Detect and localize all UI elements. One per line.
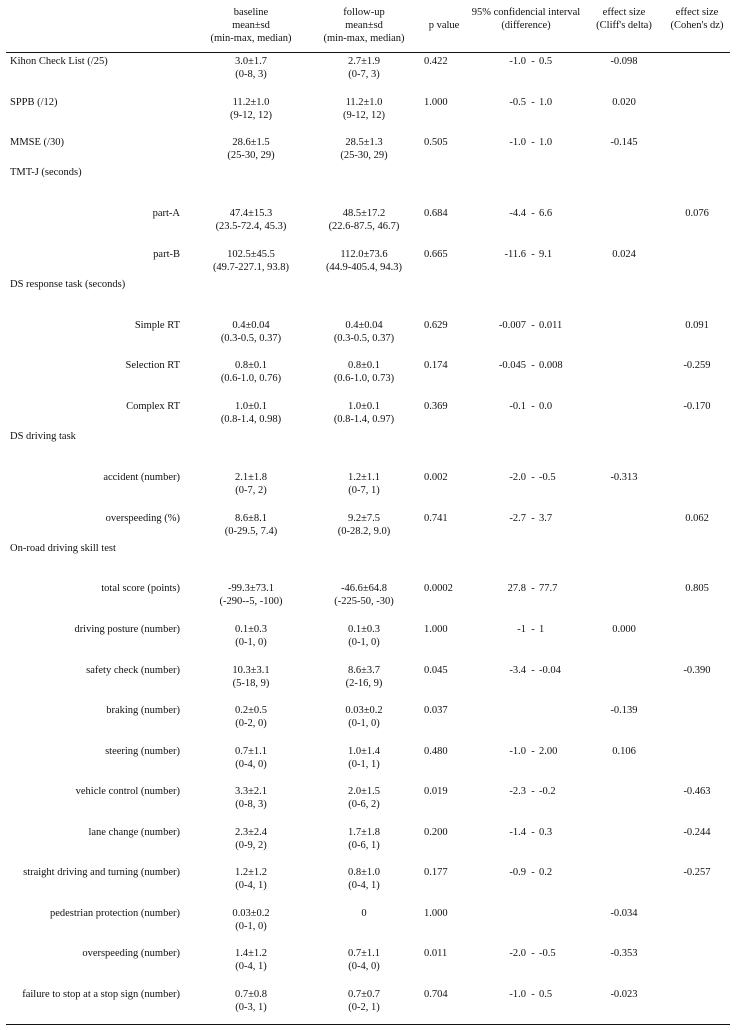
ci-separator: -	[531, 208, 535, 219]
header-followup	[308, 6, 420, 45]
baseline-mean-sd: 10.3±3.1	[232, 665, 270, 676]
baseline-mean-sd: 2.3±2.4	[234, 827, 267, 838]
p-value-cell: 0.177	[424, 867, 448, 878]
followup-range-median: (0-6, 2)	[348, 799, 380, 810]
table-row	[0, 947, 736, 977]
baseline-cell	[195, 866, 307, 892]
baseline-mean-sd: 1.4±1.2	[234, 948, 267, 959]
followup-cell	[308, 907, 420, 920]
ci-lower-cell: -3.4	[509, 665, 526, 676]
followup-cell	[308, 400, 420, 426]
row-label: vehicle control (number)	[75, 786, 180, 797]
header-followup-line: mean±sd	[345, 20, 383, 31]
ci-upper-cell: 1	[539, 624, 545, 635]
followup-mean-sd: 112.0±73.6	[340, 249, 388, 260]
row-label: straight driving and turning (number)	[23, 867, 180, 878]
baseline-mean-sd: 0.1±0.3	[234, 624, 267, 635]
ci-upper-cell: 9.1	[539, 249, 553, 260]
baseline-mean-sd: 0.2±0.5	[234, 705, 267, 716]
header-ci-line: 95% confidencial interval	[471, 7, 581, 18]
followup-range-median: (0-1, 0)	[348, 637, 380, 648]
header-baseline	[195, 6, 307, 45]
baseline-range-median: (0.6-1.0, 0.76)	[220, 373, 282, 384]
ci-upper-cell: -0.04	[539, 665, 561, 676]
row-label: pedestrian protection (number)	[49, 908, 180, 919]
ci-separator: -	[531, 624, 535, 635]
followup-mean-sd: 11.2±1.0	[345, 97, 383, 108]
followup-cell	[308, 664, 420, 690]
ci-upper-cell: 1.0	[539, 137, 553, 148]
followup-range-median: (0-1, 0)	[348, 718, 380, 729]
table-row	[0, 826, 736, 856]
followup-cell	[308, 359, 420, 385]
followup-range-median: (2-16, 9)	[345, 678, 383, 689]
baseline-mean-sd: 47.4±15.3	[229, 208, 273, 219]
baseline-range-median: (49.7-227.1, 93.8)	[212, 262, 290, 273]
followup-cell	[308, 248, 420, 274]
p-value-cell: 0.011	[424, 948, 448, 959]
category-row	[0, 166, 736, 196]
baseline-range-median: (-290--5, -100)	[219, 596, 283, 607]
table-row	[0, 623, 736, 653]
followup-range-median: (9-12, 12)	[343, 110, 385, 121]
baseline-range-median: (0-4, 0)	[235, 759, 267, 770]
header-baseline-line: baseline	[233, 7, 269, 18]
followup-range-median: (0.6-1.0, 0.73)	[333, 373, 395, 384]
table-bottom-rule	[6, 1024, 730, 1025]
header-baseline-line: (min-max, median)	[210, 33, 292, 44]
followup-mean-sd: 48.5±17.2	[342, 208, 386, 219]
followup-range-median: (0-7, 3)	[348, 69, 380, 80]
baseline-range-median: (0-7, 2)	[235, 485, 267, 496]
ci-lower-cell: -1.0	[509, 746, 526, 757]
followup-cell	[308, 319, 420, 345]
followup-mean-sd: 0.1±0.3	[347, 624, 380, 635]
baseline-cell	[195, 907, 307, 933]
cliff-delta-cell: 0.106	[612, 746, 636, 757]
table-row	[0, 866, 736, 896]
baseline-mean-sd: 102.5±45.5	[227, 249, 275, 260]
header-ci	[468, 6, 584, 32]
row-label: failure to stop at a stop sign (number)	[22, 989, 180, 1000]
ci-separator: -	[531, 401, 535, 412]
followup-range-median: (22.6-87.5, 46.7)	[328, 221, 400, 232]
baseline-range-median: (0-29.5, 7.4)	[224, 526, 278, 537]
followup-mean-sd: 1.2±1.1	[347, 472, 380, 483]
row-label: overspeeding (number)	[82, 948, 180, 959]
followup-cell	[308, 55, 420, 81]
followup-mean-sd: 0.7±0.7	[347, 989, 380, 1000]
cohen-dz-cell: 0.805	[685, 583, 709, 594]
baseline-mean-sd: 11.2±1.0	[232, 97, 270, 108]
ci-upper-cell: -0.5	[539, 472, 556, 483]
baseline-cell	[195, 623, 307, 649]
row-label: MMSE (/30)	[10, 137, 64, 148]
ci-separator: -	[531, 827, 535, 838]
followup-cell	[308, 471, 420, 497]
row-label: overspeeding (%)	[105, 513, 180, 524]
baseline-cell	[195, 947, 307, 973]
table-row	[0, 988, 736, 1018]
baseline-range-median: (5-18, 9)	[232, 678, 270, 689]
row-label: Kihon Check List (/25)	[10, 56, 108, 67]
ci-lower-cell: -4.4	[509, 208, 526, 219]
baseline-cell	[195, 96, 307, 122]
p-value-cell: 0.045	[424, 665, 448, 676]
cliff-delta-cell: 0.020	[612, 97, 636, 108]
followup-range-median: (0-4, 1)	[348, 880, 380, 891]
baseline-mean-sd: 0.8±0.1	[234, 360, 267, 371]
ci-lower-cell: -1.0	[509, 989, 526, 1000]
baseline-cell	[195, 826, 307, 852]
table-row	[0, 512, 736, 542]
baseline-range-median: (0.3-0.5, 0.37)	[220, 333, 282, 344]
table-row	[0, 745, 736, 775]
p-value-cell: 0.019	[424, 786, 448, 797]
header-followup-line: follow-up	[343, 7, 385, 18]
ci-upper-cell: 0.5	[539, 56, 553, 67]
category-row	[0, 278, 736, 308]
cohen-dz-cell: -0.259	[683, 360, 711, 371]
baseline-cell	[195, 400, 307, 426]
ci-lower-cell: -1.0	[509, 137, 526, 148]
followup-mean-sd: 0.03±0.2	[345, 705, 383, 716]
followup-range-median: (44.9-405.4, 94.3)	[325, 262, 403, 273]
header-cohen-line: effect size	[675, 7, 719, 18]
cliff-delta-cell: -0.023	[610, 989, 638, 1000]
cliff-delta-cell: -0.034	[610, 908, 638, 919]
baseline-range-median: (0-2, 0)	[235, 718, 267, 729]
followup-mean-sd: 1.0±1.4	[347, 746, 380, 757]
ci-upper-cell: 0.2	[539, 867, 553, 878]
baseline-range-median: (0-9, 2)	[235, 840, 267, 851]
category-label: DS response task (seconds)	[10, 279, 126, 290]
followup-mean-sd: 0	[361, 908, 367, 919]
ci-upper-cell: -0.5	[539, 948, 556, 959]
p-value-cell: 0.369	[424, 401, 448, 412]
row-label: part-A	[152, 208, 180, 219]
followup-range-median: (0-4, 0)	[348, 961, 380, 972]
baseline-mean-sd: 28.6±1.5	[232, 137, 270, 148]
followup-cell	[308, 96, 420, 122]
table-row	[0, 400, 736, 430]
baseline-cell	[195, 207, 307, 233]
baseline-cell	[195, 319, 307, 345]
header-cohen	[662, 6, 732, 32]
table-top-rule	[6, 52, 730, 53]
baseline-cell	[195, 664, 307, 690]
p-value-cell: 0.037	[424, 705, 448, 716]
table-row	[0, 136, 736, 166]
ci-separator: -	[531, 137, 535, 148]
cliff-delta-cell: -0.353	[610, 948, 638, 959]
followup-mean-sd: 9.2±7.5	[347, 513, 380, 524]
baseline-range-median: (0-1, 0)	[235, 637, 267, 648]
p-value-cell: 0.0002	[424, 583, 453, 594]
header-p-value	[420, 19, 468, 32]
followup-range-median: (0.3-0.5, 0.37)	[333, 333, 395, 344]
ci-separator: -	[531, 948, 535, 959]
category-row	[0, 430, 736, 460]
ci-lower-cell: 27.8	[507, 583, 526, 594]
row-label: total score (points)	[101, 583, 180, 594]
cohen-dz-cell: -0.390	[683, 665, 711, 676]
followup-range-median: (0-2, 1)	[348, 1002, 380, 1013]
ci-lower-cell: -1.4	[509, 827, 526, 838]
ci-lower-cell: -1.0	[509, 56, 526, 67]
p-value-cell: 1.000	[424, 97, 448, 108]
followup-cell	[308, 704, 420, 730]
header-followup-line: (min-max, median)	[323, 33, 405, 44]
followup-cell	[308, 826, 420, 852]
ci-upper-cell: 77.7	[539, 583, 558, 594]
ci-lower-cell: -0.5	[509, 97, 526, 108]
header-cohen-line: (Cohen's dz)	[670, 20, 724, 31]
table-row	[0, 471, 736, 501]
table-row	[0, 907, 736, 937]
followup-mean-sd: 28.5±1.3	[345, 137, 383, 148]
baseline-mean-sd: 1.0±0.1	[234, 401, 267, 412]
table-row	[0, 55, 736, 85]
header-ci-line: (difference)	[501, 20, 551, 31]
header-cliff	[589, 6, 659, 32]
ci-separator: -	[531, 583, 535, 594]
row-label: Simple RT	[134, 320, 180, 331]
row-label: Selection RT	[125, 360, 180, 371]
baseline-range-median: (25-30, 29)	[227, 150, 275, 161]
baseline-cell	[195, 988, 307, 1014]
ci-separator: -	[531, 97, 535, 108]
baseline-mean-sd: 3.0±1.7	[234, 56, 267, 67]
baseline-mean-sd: 2.1±1.8	[234, 472, 267, 483]
baseline-cell	[195, 359, 307, 385]
followup-cell	[308, 512, 420, 538]
followup-mean-sd: 0.7±1.1	[347, 948, 380, 959]
baseline-mean-sd: 0.7±1.1	[234, 746, 267, 757]
ci-upper-cell: 1.0	[539, 97, 553, 108]
ci-upper-cell: 0.5	[539, 989, 553, 1000]
baseline-cell	[195, 512, 307, 538]
followup-cell	[308, 947, 420, 973]
p-value-cell: 0.704	[424, 989, 448, 1000]
ci-separator: -	[531, 746, 535, 757]
category-label: DS driving task	[10, 431, 76, 442]
ci-separator: -	[531, 360, 535, 371]
ci-separator: -	[531, 665, 535, 676]
baseline-range-median: (0-8, 3)	[235, 799, 267, 810]
p-value-cell: 0.002	[424, 472, 448, 483]
p-value-cell: 0.480	[424, 746, 448, 757]
table-row	[0, 319, 736, 349]
baseline-range-median: (0-4, 1)	[235, 961, 267, 972]
row-label: SPPB (/12)	[10, 97, 58, 108]
followup-mean-sd: 1.0±0.1	[347, 401, 380, 412]
table-row	[0, 248, 736, 278]
baseline-mean-sd: 0.03±0.2	[232, 908, 270, 919]
followup-range-median: (0-7, 1)	[348, 485, 380, 496]
ci-upper-cell: -0.2	[539, 786, 556, 797]
ci-separator: -	[531, 989, 535, 1000]
row-label: part-B	[153, 249, 180, 260]
p-value-cell: 0.665	[424, 249, 448, 260]
row-label: braking (number)	[106, 705, 180, 716]
followup-cell	[308, 582, 420, 608]
baseline-range-median: (0-4, 1)	[235, 880, 267, 891]
ci-lower-cell: -2.0	[509, 948, 526, 959]
row-label: driving posture (number)	[74, 624, 180, 635]
row-label: steering (number)	[105, 746, 180, 757]
table-row	[0, 785, 736, 815]
baseline-mean-sd: 1.2±1.2	[234, 867, 267, 878]
ci-lower-cell: -0.007	[498, 320, 526, 331]
followup-range-median: (-225-50, -30)	[334, 596, 394, 607]
ci-lower-cell: -2.3	[509, 786, 526, 797]
ci-lower-cell: -11.6	[504, 249, 526, 260]
followup-mean-sd: 2.0±1.5	[347, 786, 380, 797]
baseline-range-median: (0.8-1.4, 0.98)	[220, 414, 282, 425]
cliff-delta-cell: -0.098	[610, 56, 638, 67]
followup-mean-sd: 0.8±0.1	[347, 360, 380, 371]
p-value-cell: 0.629	[424, 320, 448, 331]
p-value-cell: 1.000	[424, 624, 448, 635]
followup-mean-sd: 8.6±3.7	[347, 665, 380, 676]
ci-upper-cell: 6.6	[539, 208, 553, 219]
table-row	[0, 704, 736, 734]
p-value-cell: 0.174	[424, 360, 448, 371]
ci-upper-cell: 0.011	[539, 320, 563, 331]
baseline-mean-sd: 0.4±0.04	[232, 320, 270, 331]
followup-range-median: (25-30, 29)	[340, 150, 388, 161]
baseline-mean-sd: 8.6±8.1	[234, 513, 267, 524]
table-row	[0, 207, 736, 237]
cohen-dz-cell: -0.244	[683, 827, 711, 838]
baseline-mean-sd: 0.7±0.8	[234, 989, 267, 1000]
baseline-mean-sd: 3.3±2.1	[234, 786, 267, 797]
baseline-range-median: (9-12, 12)	[230, 110, 272, 121]
ci-lower-cell: -0.045	[498, 360, 526, 371]
cliff-delta-cell: 0.000	[612, 624, 636, 635]
ci-lower-cell: -0.9	[509, 867, 526, 878]
ci-separator: -	[531, 249, 535, 260]
cliff-delta-cell: -0.313	[610, 472, 638, 483]
cohen-dz-cell: 0.091	[685, 320, 709, 331]
cliff-delta-cell: -0.139	[610, 705, 638, 716]
header-baseline-line: mean±sd	[232, 20, 270, 31]
category-label: On-road driving skill test	[10, 543, 116, 554]
ci-separator: -	[531, 867, 535, 878]
followup-range-median: (0-28.2, 9.0)	[337, 526, 391, 537]
baseline-cell	[195, 785, 307, 811]
ci-separator: -	[531, 320, 535, 331]
header-p-value-text: p value	[428, 20, 460, 31]
ci-lower-cell: -2.0	[509, 472, 526, 483]
baseline-cell	[195, 704, 307, 730]
ci-upper-cell: 2.00	[539, 746, 558, 757]
baseline-cell	[195, 248, 307, 274]
followup-mean-sd: 0.8±1.0	[347, 867, 380, 878]
p-value-cell: 0.422	[424, 56, 448, 67]
followup-mean-sd: 2.7±1.9	[347, 56, 380, 67]
followup-range-median: (0-6, 1)	[348, 840, 380, 851]
p-value-cell: 0.741	[424, 513, 448, 524]
ci-separator: -	[531, 472, 535, 483]
baseline-cell	[195, 471, 307, 497]
ci-separator: -	[531, 513, 535, 524]
followup-mean-sd: 0.4±0.04	[345, 320, 383, 331]
followup-cell	[308, 745, 420, 771]
baseline-range-median: (0-8, 3)	[235, 69, 267, 80]
cohen-dz-cell: 0.062	[685, 513, 709, 524]
header-cliff-line: (Cliff's delta)	[596, 20, 652, 31]
header-cliff-line: effect size	[602, 7, 646, 18]
cohen-dz-cell: 0.076	[685, 208, 709, 219]
row-label: Complex RT	[126, 401, 180, 412]
baseline-cell	[195, 582, 307, 608]
followup-cell	[308, 988, 420, 1014]
category-label: TMT-J (seconds)	[10, 167, 82, 178]
cliff-delta-cell: 0.024	[612, 249, 636, 260]
baseline-cell	[195, 136, 307, 162]
followup-mean-sd: 1.7±1.8	[347, 827, 380, 838]
baseline-range-median: (23.5-72.4, 45.3)	[215, 221, 287, 232]
baseline-cell	[195, 55, 307, 81]
ci-lower-cell: -0.1	[509, 401, 526, 412]
p-value-cell: 0.200	[424, 827, 448, 838]
baseline-mean-sd: -99.3±73.1	[227, 583, 274, 594]
followup-cell	[308, 623, 420, 649]
baseline-range-median: (0-1, 0)	[235, 921, 267, 932]
category-row	[0, 542, 736, 572]
table-row	[0, 582, 736, 612]
followup-mean-sd: -46.6±64.8	[340, 583, 387, 594]
followup-cell	[308, 136, 420, 162]
row-label: lane change (number)	[88, 827, 180, 838]
followup-range-median: (0.8-1.4, 0.97)	[333, 414, 395, 425]
row-label: accident (number)	[103, 472, 180, 483]
cliff-delta-cell: -0.145	[610, 137, 638, 148]
followup-cell	[308, 866, 420, 892]
p-value-cell: 0.684	[424, 208, 448, 219]
cohen-dz-cell: -0.170	[683, 401, 711, 412]
table-row	[0, 664, 736, 694]
p-value-cell: 0.505	[424, 137, 448, 148]
ci-upper-cell: 0.0	[539, 401, 553, 412]
ci-upper-cell: 0.008	[539, 360, 563, 371]
followup-cell	[308, 785, 420, 811]
ci-upper-cell: 3.7	[539, 513, 553, 524]
ci-separator: -	[531, 786, 535, 797]
followup-cell	[308, 207, 420, 233]
followup-range-median: (0-1, 1)	[348, 759, 380, 770]
ci-lower-cell: -1	[517, 624, 526, 635]
table-row	[0, 359, 736, 389]
baseline-range-median: (0-3, 1)	[235, 1002, 267, 1013]
cohen-dz-cell: -0.463	[683, 786, 711, 797]
ci-upper-cell: 0.3	[539, 827, 553, 838]
row-label: safety check (number)	[86, 665, 180, 676]
ci-separator: -	[531, 56, 535, 67]
cohen-dz-cell: -0.257	[683, 867, 711, 878]
ci-lower-cell: -2.7	[509, 513, 526, 524]
table-row	[0, 96, 736, 126]
baseline-cell	[195, 745, 307, 771]
p-value-cell: 1.000	[424, 908, 448, 919]
